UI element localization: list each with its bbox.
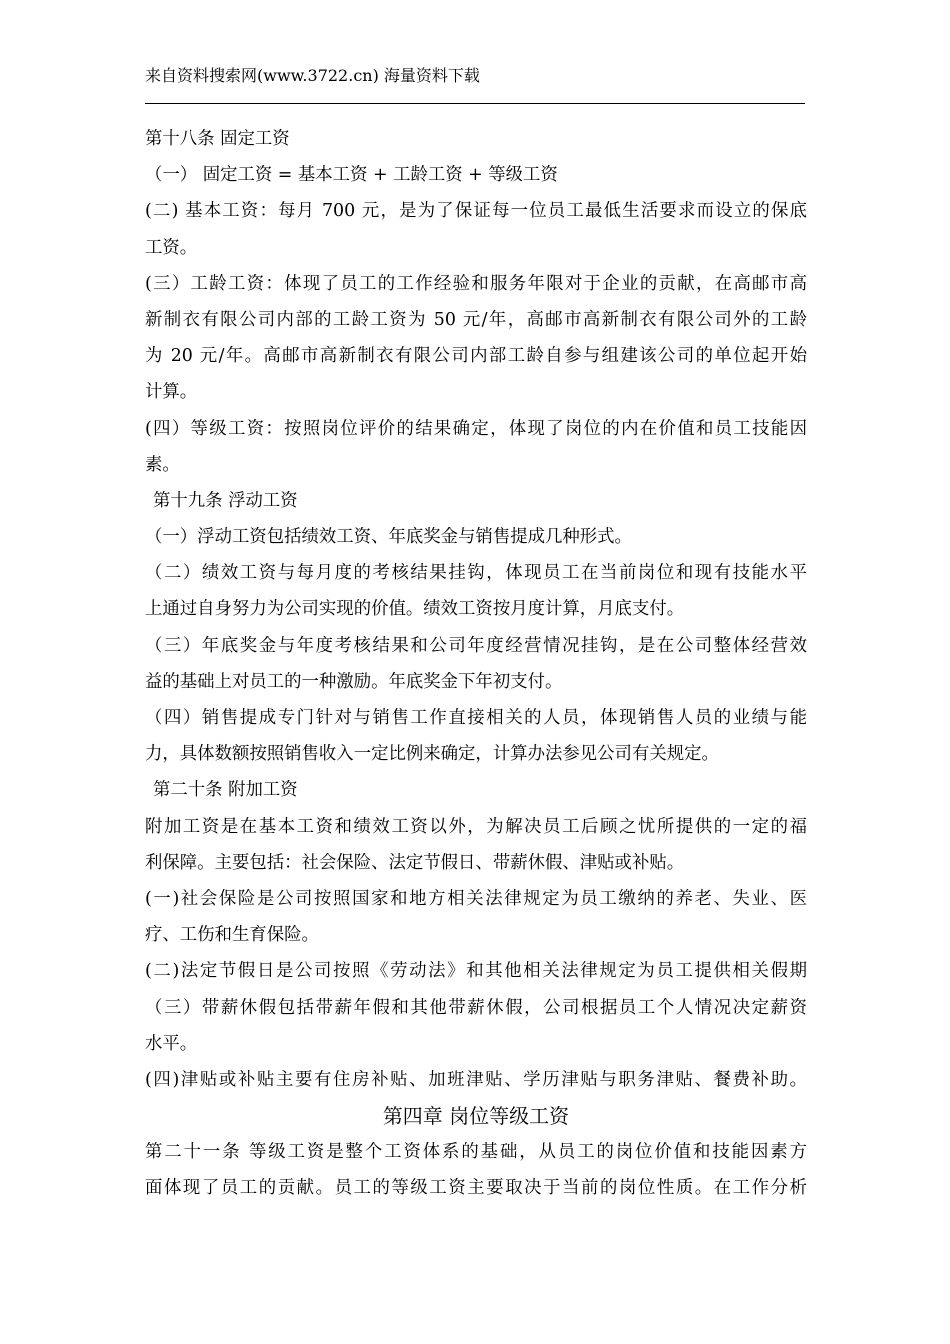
paragraph-line: 面体现了员工的贡献。员工的等级工资主要取决于当前的岗位性质。在工作分析	[145, 1178, 807, 1199]
paragraph-line: （四）销售提成专门针对与销售工作直接相关的人员，体现销售人员的业绩与能	[145, 708, 807, 728]
paragraph-line: (一)社会保险是公司按照国家和地方相关法律规定为员工缴纳的养老、失业、医	[145, 888, 807, 909]
paragraph-line: 素。	[145, 454, 180, 475]
paragraph-line: 益的基础上对员工的一种激励。年底奖金下年初支付。	[145, 671, 563, 692]
paragraph-line: (四）等级工资：按照岗位评价的结果确定，体现了岗位的内在价值和员工技能因	[145, 418, 807, 439]
paragraph-line: （一）浮动工资包括绩效工资、年底奖金与销售提成几种形式。	[145, 527, 632, 548]
paragraph-line: 利保障。主要包括：社会保险、法定节假日、带薪休假、津贴或补贴。	[145, 852, 685, 873]
paragraph-line: 疗、工伤和生育保险。	[145, 925, 319, 946]
paragraph-line: 第二十一条 等级工资是整个工资体系的基础，从员工的岗位价值和技能因素方	[145, 1142, 807, 1163]
paragraph-line: 计算。	[145, 382, 198, 403]
page-header: 来自资料搜索网(www.3722.cn) 海量资料下载	[145, 66, 480, 85]
paragraph-line: (四)津贴或补贴主要有住房补贴、加班津贴、学历津贴与职务津贴、餐费补助。	[145, 1069, 807, 1090]
document-body	[145, 121, 807, 1207]
paragraph-line: 新制衣有限公司内部的工龄工资为 50 元/年，高邮市高新制衣有限公司外的工龄	[145, 309, 807, 330]
paragraph-line: 力，具体数额按照销售收入一定比例来确定，计算办法参见公司有关规定。	[145, 744, 719, 765]
article-20-heading: 第二十条 附加工资	[153, 780, 298, 801]
paragraph-line: （三）带薪休假包括带薪年假和其他带薪休假，公司根据员工个人情况决定薪资	[145, 997, 807, 1018]
paragraph-line: (三）工龄工资：体现了员工的工作经验和服务年限对于企业的贡献，在高邮市高	[145, 273, 807, 294]
paragraph-line: 附加工资是在基本工资和绩效工资以外，为解决员工后顾之忧所提供的一定的福	[145, 816, 807, 837]
paragraph-line: （二）绩效工资与每月度的考核结果挂钩，体现员工在当前岗位和现有技能水平	[145, 563, 807, 584]
paragraph-line: 为 20 元/年。高邮市高新制衣有限公司内部工龄自参与组建该公司的单位起开始	[145, 346, 807, 367]
chapter-4-heading: 第四章 岗位等级工资	[382, 1104, 570, 1129]
article-19-heading: 第十九条 浮动工资	[153, 490, 298, 511]
paragraph-line: (二) 基本工资：每月 700 元，是为了保证每一位员工最低生活要求而设立的保底	[145, 201, 807, 222]
paragraph-line: (二)法定节假日是公司按照《劳动法》和其他相关法律规定为员工提供相关假期	[145, 961, 807, 982]
paragraph-line: 工资。	[145, 237, 198, 258]
paragraph-line: 水平。	[145, 1033, 198, 1054]
paragraph-line: （三）年底奖金与年度考核结果和公司年度经营情况挂钩，是在公司整体经营效	[145, 635, 807, 656]
header-divider	[145, 103, 805, 104]
article-18-heading: 第十八条 固定工资	[145, 129, 290, 149]
paragraph-line: （一） 固定工资 = 基本工资 + 工龄工资 + 等级工资	[145, 165, 558, 186]
paragraph-line: 上通过自身努力为公司实现的价值。绩效工资按月度计算，月底支付。	[145, 599, 685, 620]
